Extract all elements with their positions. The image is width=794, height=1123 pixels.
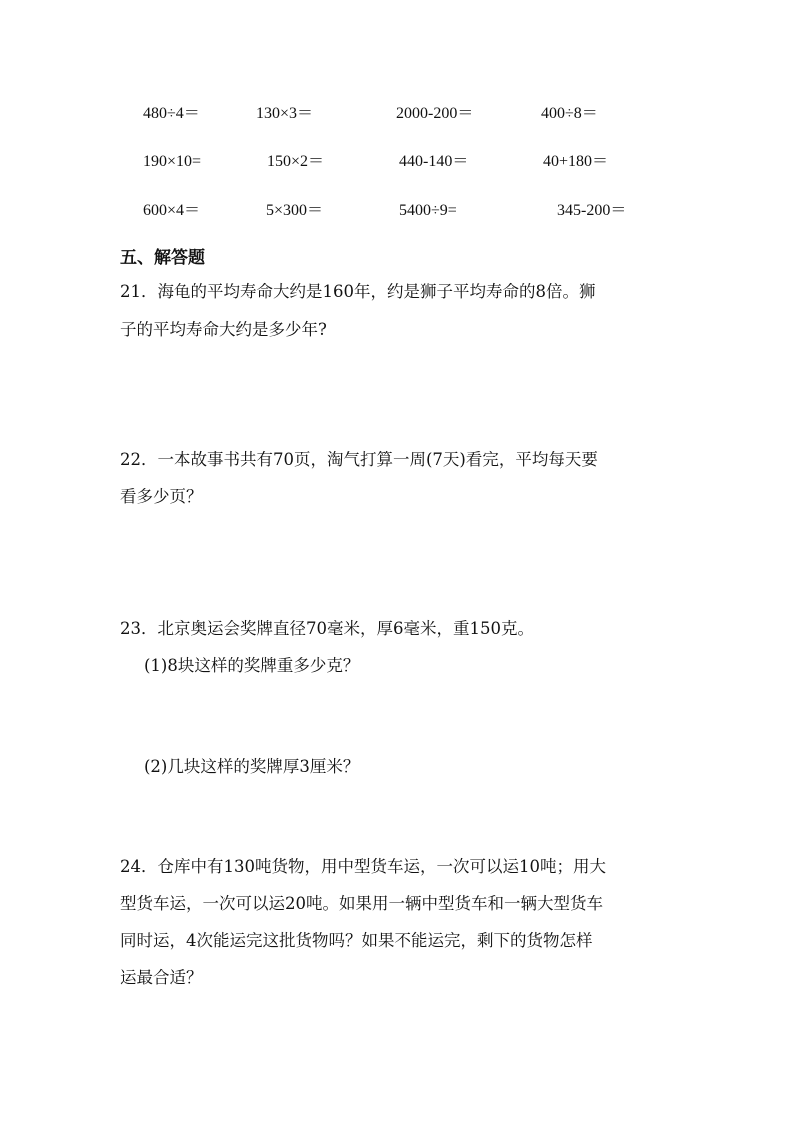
question-text: 同时运，4次能运完这批货物吗？如果不能运完，剩下的货物怎样 [120,931,593,950]
question-text: 23．北京奥运会奖牌直径70毫米，厚6毫米，重150克。 [120,619,534,638]
calc-item: 345-200＝ [557,202,627,219]
calc-item: 150×2＝ [267,153,325,170]
question-text: 子的平均寿命大约是多少年? [120,320,327,339]
section-title: 五、解答题 [120,248,205,268]
calc-item: 130×3＝ [256,105,314,122]
sub-question-1: (1)8块这样的奖牌重多少克？ [144,656,360,675]
calc-item: 5×300＝ [266,202,324,219]
calc-item: 600×4＝ [143,202,201,219]
calc-item: 440-140＝ [399,153,469,170]
question-text: 型货车运，一次可以运20吨。如果用一辆中型货车和一辆大型货车 [120,894,603,913]
calc-item: 2000-200＝ [396,105,474,122]
question-text: 运最合适？ [120,968,203,987]
calc-item: 40+180＝ [543,153,609,170]
calc-item: 5400÷9= [399,202,457,219]
question-text: 21．海龟的平均寿命大约是160年，约是狮子平均寿命的8倍。狮 [120,282,596,301]
calc-item: 480÷4＝ [143,105,200,122]
question-text: 看多少页？ [120,487,203,506]
calc-item: 400÷8＝ [541,105,598,122]
question-text: 24．仓库中有130吨货物，用中型货车运，一次可以运10吨；用大 [120,857,606,876]
calc-item: 190×10= [143,153,202,170]
sub-question-2: (2)几块这样的奖牌厚3厘米？ [144,757,360,776]
question-text: 22．一本故事书共有70页，淘气打算一周(7天)看完，平均每天要 [120,450,598,469]
